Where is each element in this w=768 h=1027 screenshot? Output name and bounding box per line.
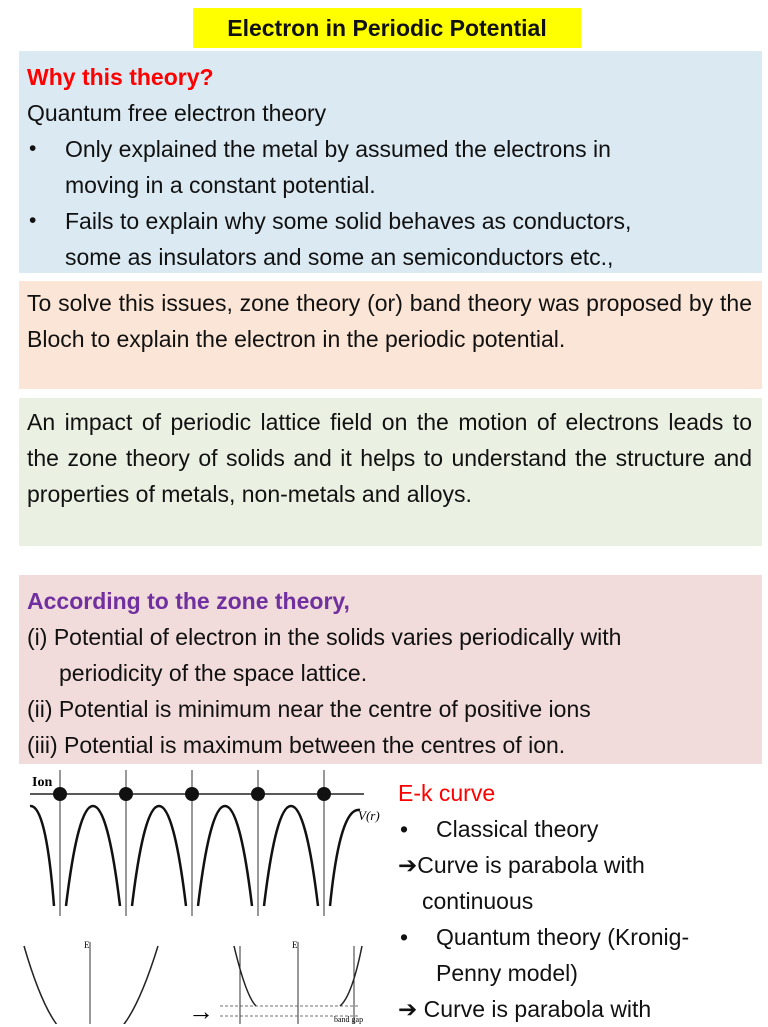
ek-quantum-result-text: Curve is parabola with	[417, 996, 652, 1022]
bullet-icon: •	[29, 209, 37, 232]
why-bullet-2-line-2: some as insulators and some an semiconductors etc.,	[65, 244, 614, 270]
energy-axis-label-2: E	[292, 940, 298, 950]
why-bullet-2	[27, 203, 762, 275]
why-bullet-2-line-1: Fails to explain why some solid behaves as conductors,	[65, 208, 632, 234]
why-bullet-1-line-1: Only explained the metal by assumed the electrons in	[65, 136, 611, 162]
bullet-icon: •	[400, 924, 409, 950]
zone-item-3: (iii) Potential is maximum between the centres of ion.	[27, 732, 566, 758]
ek-quantum-line-2: Penny model)	[436, 960, 578, 986]
ek-quantum-line-1: Quantum theory (Kronig-	[436, 924, 690, 950]
why-heading: Why this theory?	[27, 64, 214, 90]
arrow-icon: →	[188, 997, 214, 1024]
ek-description	[398, 775, 758, 1027]
why-panel	[19, 51, 762, 273]
zone-item-1-line-1: (i) Potential of electron in the solids varies periodically with	[27, 624, 622, 650]
solve-text: To solve this issues, zone theory (or) band theory was proposed by the Bloch to explain the electron in the periodic potential.	[27, 290, 752, 352]
arrow-right-icon: ➔	[398, 852, 418, 878]
potential-label: V(r)	[358, 808, 380, 823]
zone-item-1-line-2: periodicity of the space lattice.	[59, 660, 368, 686]
ek-classical-result-line-2: continuous	[422, 888, 534, 914]
impact-panel	[19, 398, 762, 546]
why-bullet-1-line-2: moving in a constant potential.	[65, 172, 376, 198]
why-bullet-1	[27, 131, 762, 203]
arrow-right-icon: ➔	[398, 996, 418, 1022]
ek-curve-figure	[20, 936, 392, 1024]
periodic-potential-figure	[24, 766, 390, 926]
zone-panel	[19, 575, 762, 764]
ek-quantum-item	[398, 919, 758, 991]
ek-classical-text: Classical theory	[436, 816, 599, 842]
zone-heading: According to the zone theory,	[27, 588, 350, 614]
impact-text: An impact of periodic lattice field on the motion of electrons leads to the zone theory of solids and it helps to understand the structure and properties of metals, non-metals and alloys.	[27, 409, 752, 507]
solve-panel	[19, 281, 762, 389]
bullet-icon: •	[400, 816, 409, 842]
ek-title: E-k curve	[398, 780, 496, 806]
ion-label: Ion	[32, 775, 53, 790]
ek-quantum-result	[398, 991, 758, 1027]
zone-item-1	[27, 619, 762, 691]
bullet-icon: •	[29, 137, 37, 160]
ek-classical-result	[398, 847, 758, 883]
page-title: Electron in Periodic Potential	[193, 8, 581, 48]
ek-classical-item	[398, 811, 758, 847]
ek-classical-result-line-1: Curve is parabola with	[417, 852, 645, 878]
band-gap-label: band gap	[334, 1015, 364, 1024]
energy-axis-label-1: E	[84, 940, 90, 950]
why-subheading: Quantum free electron theory	[27, 100, 327, 126]
zone-item-2: (ii) Potential is minimum near the centre of positive ions	[27, 696, 591, 722]
